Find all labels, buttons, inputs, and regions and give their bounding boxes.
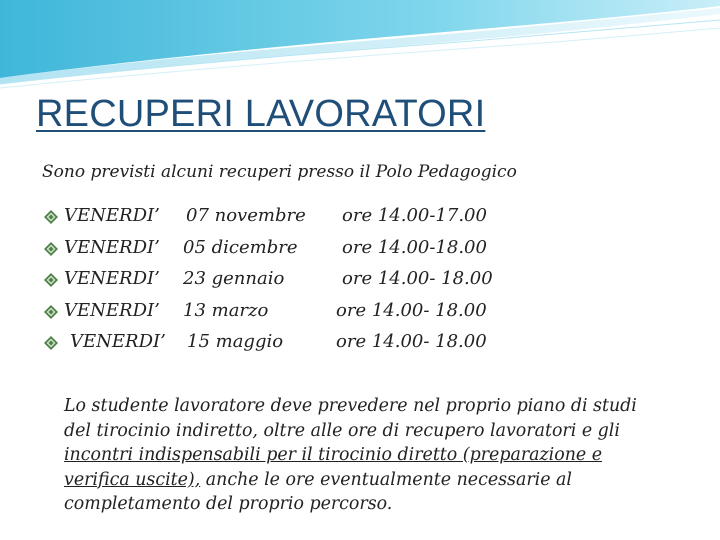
schedule-date: 13 marzo bbox=[183, 299, 269, 321]
diamond-bullet-icon bbox=[44, 242, 58, 256]
diamond-bullet-icon bbox=[44, 273, 58, 287]
schedule-hours: ore 14.00- 18.00 bbox=[336, 299, 487, 321]
schedule-item bbox=[44, 234, 504, 266]
schedule-day: VENERDI’ bbox=[64, 205, 160, 226]
diamond-bullet-icon bbox=[44, 210, 58, 224]
schedule-hours: ore 14.00- 18.00 bbox=[336, 331, 487, 352]
schedule-date: 05 dicembre bbox=[183, 236, 298, 258]
note-paragraph bbox=[64, 394, 664, 517]
schedule-day: VENERDI’ bbox=[64, 268, 160, 289]
note-text: Lo studente lavoratore deve prevedere nel proprio piano di studi del tirocinio indiretto, oltre alle ore di recupero lavoratori e gli bbox=[64, 396, 637, 441]
schedule-day: VENERDI’ bbox=[64, 236, 160, 258]
diamond-bullet-icon bbox=[44, 305, 58, 319]
schedule-day: VENERDI’ bbox=[70, 331, 166, 352]
schedule-day: VENERDI’ bbox=[64, 299, 160, 321]
schedule-hours: ore 14.00-18.00 bbox=[342, 236, 487, 258]
schedule-hours: ore 14.00-17.00 bbox=[342, 205, 487, 226]
schedule-date: 15 maggio bbox=[187, 331, 284, 352]
schedule-date: 23 gennaio bbox=[183, 268, 285, 289]
header-wave-decoration bbox=[0, 0, 720, 90]
schedule-date: 07 novembre bbox=[186, 205, 306, 226]
schedule-item bbox=[44, 297, 504, 329]
slide-subtitle: Sono previsti alcuni recuperi presso il Polo Pedagogico bbox=[42, 162, 517, 182]
note-underlined-text: incontri indispensabili per il tirocinio diretto (preparazione e verifica uscite), bbox=[64, 445, 603, 490]
schedule-list bbox=[44, 202, 504, 360]
schedule-item bbox=[44, 265, 504, 297]
diamond-bullet-icon bbox=[44, 336, 58, 350]
slide-title: RECUPERI LAVORATORI bbox=[36, 93, 486, 135]
note-text-end: anche le ore eventualmente necessarie al completamento del proprio percorso. bbox=[64, 469, 572, 515]
schedule-hours: ore 14.00- 18.00 bbox=[342, 268, 493, 289]
schedule-item bbox=[44, 328, 504, 360]
schedule-item bbox=[44, 202, 504, 234]
